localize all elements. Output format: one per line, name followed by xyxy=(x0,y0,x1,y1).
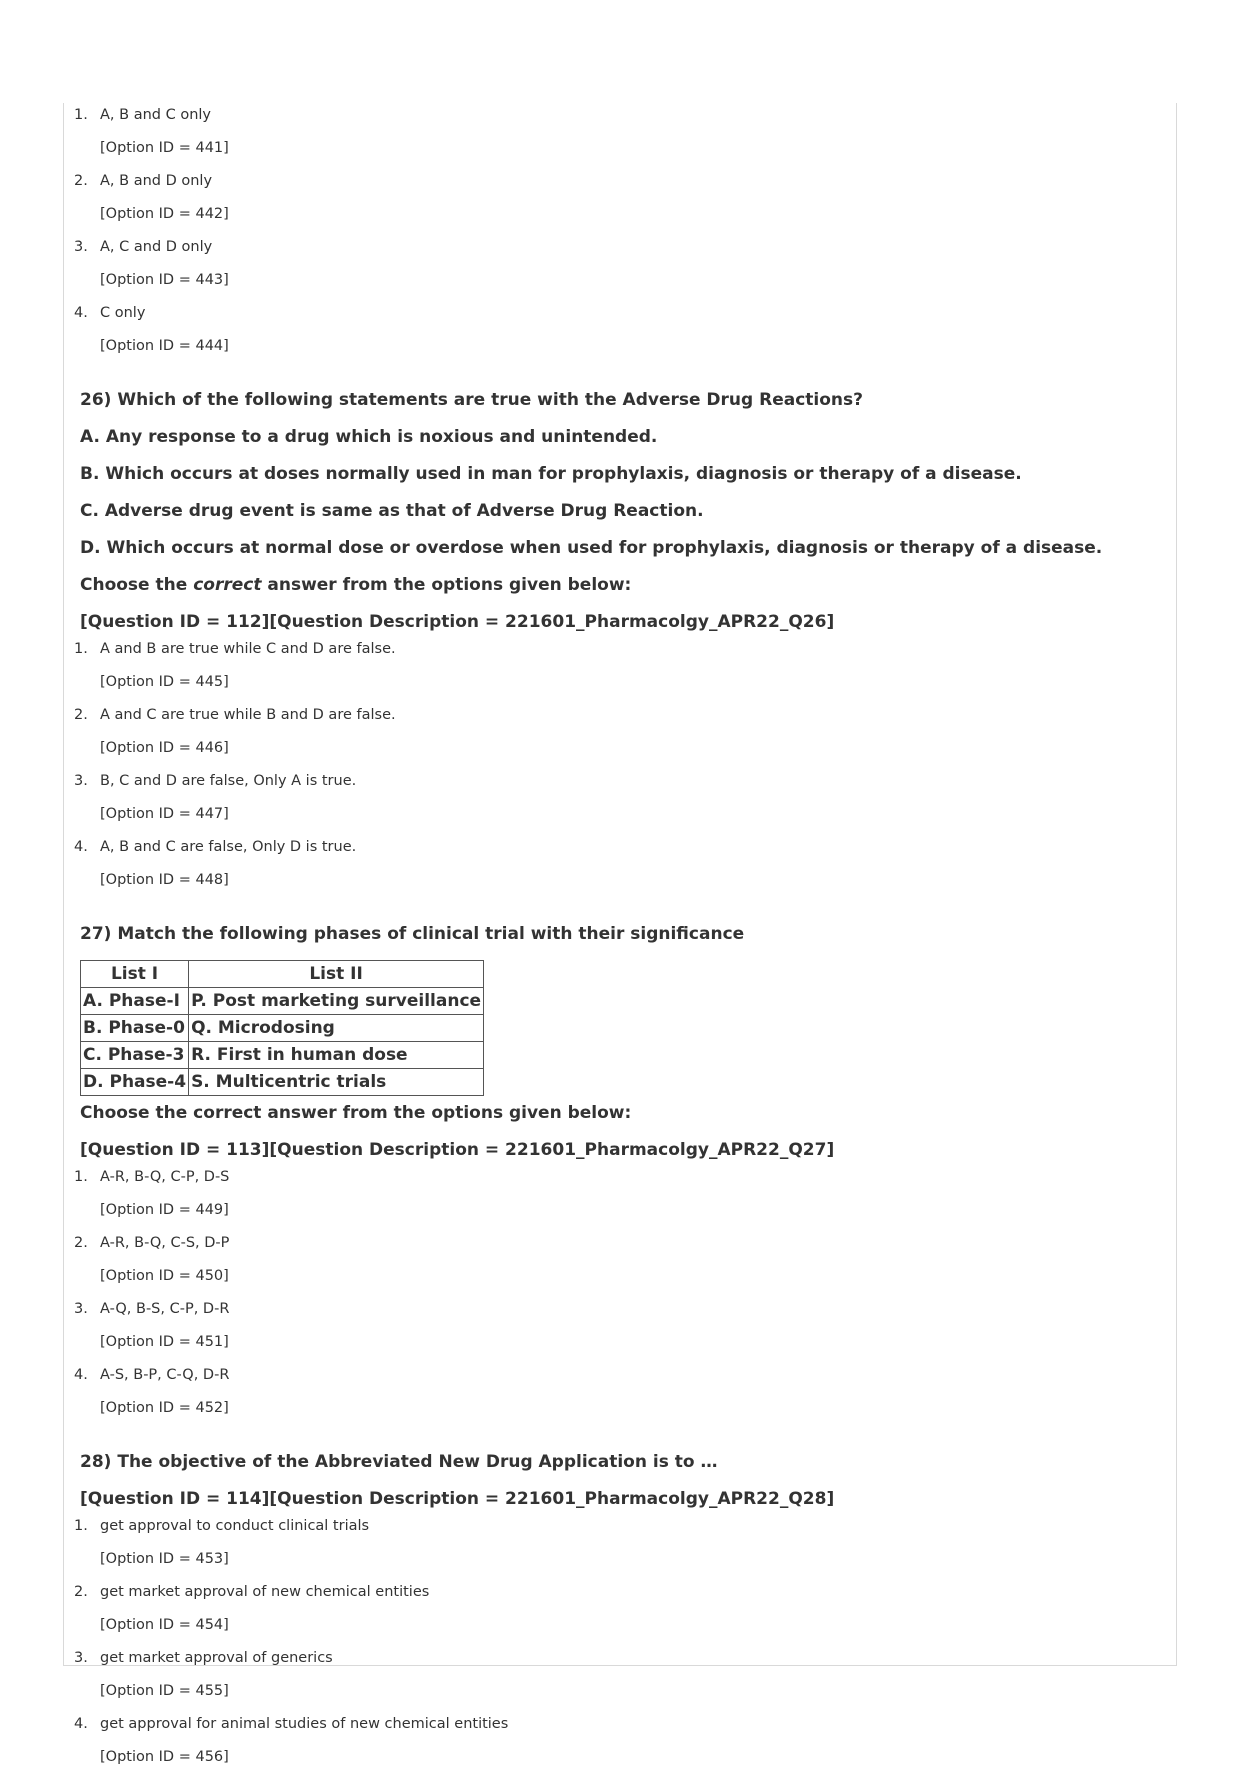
option-id: [Option ID = 446] xyxy=(100,740,229,756)
option-text: A, B and C only xyxy=(100,107,211,123)
option-number: 2. xyxy=(74,173,88,189)
option-number: 4. xyxy=(74,839,88,855)
option-text: get approval to conduct clinical trials xyxy=(100,1518,370,1534)
option-text: A-R, B-Q, C-P, D-S xyxy=(100,1169,230,1185)
option-item xyxy=(74,1299,1164,1352)
option-item xyxy=(74,1516,1164,1569)
option-number: 1. xyxy=(74,641,88,657)
option-item xyxy=(74,771,1164,824)
option-number: 4. xyxy=(74,1716,88,1732)
choose-prefix: Choose the xyxy=(80,575,194,595)
option-text: A-R, B-Q, C-S, D-P xyxy=(100,1235,230,1251)
match-table-cell: S. Multicentric trials xyxy=(189,1069,484,1096)
question-28 xyxy=(74,1451,1164,1510)
statement-b: B. Which occurs at doses normally used in man for prophylaxis, diagnosis or therapy of a disease. xyxy=(80,464,1022,484)
option-text: C only xyxy=(100,305,146,321)
choose-suffix: answer from the options given below: xyxy=(261,575,632,595)
option-id: [Option ID = 443] xyxy=(100,272,229,288)
option-number: 4. xyxy=(74,1367,88,1383)
question-meta: [Question ID = 114][Question Description = 221601_Pharmacolgy_APR22_Q28] xyxy=(80,1489,835,1509)
option-item xyxy=(74,303,1164,356)
option-item xyxy=(74,1714,1164,1767)
match-table-cell: C. Phase-3 xyxy=(81,1042,189,1069)
option-item xyxy=(74,639,1164,692)
option-text: A and B are true while C and D are false. xyxy=(100,641,396,657)
option-text: A-Q, B-S, C-P, D-R xyxy=(100,1301,230,1317)
option-id: [Option ID = 450] xyxy=(100,1268,229,1284)
option-number: 3. xyxy=(74,1650,88,1666)
option-text: B, C and D are false, Only A is true. xyxy=(100,773,357,789)
option-item xyxy=(74,1648,1164,1701)
option-id: [Option ID = 452] xyxy=(100,1400,229,1416)
option-id: [Option ID = 447] xyxy=(100,806,229,822)
question-26 xyxy=(74,389,1164,633)
option-item xyxy=(74,105,1164,158)
match-table-cell: Q. Microdosing xyxy=(189,1015,484,1042)
option-item xyxy=(74,171,1164,224)
option-number: 1. xyxy=(74,107,88,123)
option-text: get approval for animal studies of new chemical entities xyxy=(100,1716,509,1732)
match-table-row xyxy=(81,1069,484,1096)
match-table-header-row xyxy=(81,961,484,988)
choose-instruction: Choose the correct answer from the options given below: xyxy=(80,1103,632,1123)
option-id: [Option ID = 448] xyxy=(100,872,229,888)
choose-emphasis: correct xyxy=(193,575,262,595)
option-item xyxy=(74,1233,1164,1286)
option-text: A, B and D only xyxy=(100,173,213,189)
match-table-cell: A. Phase-I xyxy=(81,988,189,1015)
option-number: 1. xyxy=(74,1169,88,1185)
match-table-row xyxy=(81,988,484,1015)
option-id: [Option ID = 445] xyxy=(100,674,229,690)
question-meta: [Question ID = 113][Question Description = 221601_Pharmacolgy_APR22_Q27] xyxy=(80,1140,835,1160)
option-id: [Option ID = 454] xyxy=(100,1617,229,1633)
option-number: 1. xyxy=(74,1518,88,1534)
option-item xyxy=(74,837,1164,890)
option-id: [Option ID = 453] xyxy=(100,1551,229,1567)
option-item xyxy=(74,705,1164,758)
option-number: 3. xyxy=(74,1301,88,1317)
option-number: 3. xyxy=(74,239,88,255)
match-table-row xyxy=(81,1042,484,1069)
option-text: A, C and D only xyxy=(100,239,213,255)
statement-d: D. Which occurs at normal dose or overdose when used for prophylaxis, diagnosis or therapy of a disease. xyxy=(80,538,1103,558)
option-id: [Option ID = 455] xyxy=(100,1683,229,1699)
option-number: 4. xyxy=(74,305,88,321)
question-title: 28) The objective of the Abbreviated New Drug Application is to … xyxy=(80,1452,718,1472)
statement-a: A. Any response to a drug which is noxious and unintended. xyxy=(80,427,658,447)
q28-options xyxy=(74,1516,1164,1767)
question-meta: [Question ID = 112][Question Description = 221601_Pharmacolgy_APR22_Q26] xyxy=(80,612,835,632)
option-text: A, B and C are false, Only D is true. xyxy=(100,839,357,855)
option-id: [Option ID = 449] xyxy=(100,1202,229,1218)
match-table-row xyxy=(81,1015,484,1042)
option-text: A-S, B-P, C-Q, D-R xyxy=(100,1367,230,1383)
page-content xyxy=(74,105,1164,1780)
match-table-header: List I xyxy=(81,961,189,988)
option-item xyxy=(74,1582,1164,1635)
option-item xyxy=(74,1365,1164,1418)
statement-c: C. Adverse drug event is same as that of Adverse Drug Reaction. xyxy=(80,501,704,521)
option-number: 2. xyxy=(74,1235,88,1251)
match-table-cell: B. Phase-0 xyxy=(81,1015,189,1042)
q27-options xyxy=(74,1167,1164,1418)
option-id: [Option ID = 441] xyxy=(100,140,229,156)
q25-options xyxy=(74,105,1164,356)
match-table xyxy=(80,960,484,1096)
option-text: get market approval of new chemical entities xyxy=(100,1584,430,1600)
option-number: 2. xyxy=(74,707,88,723)
option-item xyxy=(74,1167,1164,1220)
option-id: [Option ID = 451] xyxy=(100,1334,229,1350)
match-table-cell: D. Phase-4 xyxy=(81,1069,189,1096)
option-text: A and C are true while B and D are false. xyxy=(100,707,396,723)
option-text: get market approval of generics xyxy=(100,1650,333,1666)
option-number: 3. xyxy=(74,773,88,789)
question-title: 26) Which of the following statements are true with the Adverse Drug Reactions? xyxy=(80,390,863,410)
option-number: 2. xyxy=(74,1584,88,1600)
match-table-cell: P. Post marketing surveillance xyxy=(189,988,484,1015)
option-item xyxy=(74,237,1164,290)
question-title: 27) Match the following phases of clinical trial with their significance xyxy=(80,924,745,944)
match-table-cell: R. First in human dose xyxy=(189,1042,484,1069)
option-id: [Option ID = 442] xyxy=(100,206,229,222)
question-27 xyxy=(74,923,1164,1161)
match-table-header: List II xyxy=(189,961,484,988)
option-id: [Option ID = 456] xyxy=(100,1749,229,1765)
choose-instruction xyxy=(80,574,1164,596)
q26-options xyxy=(74,639,1164,890)
option-id: [Option ID = 444] xyxy=(100,338,229,354)
